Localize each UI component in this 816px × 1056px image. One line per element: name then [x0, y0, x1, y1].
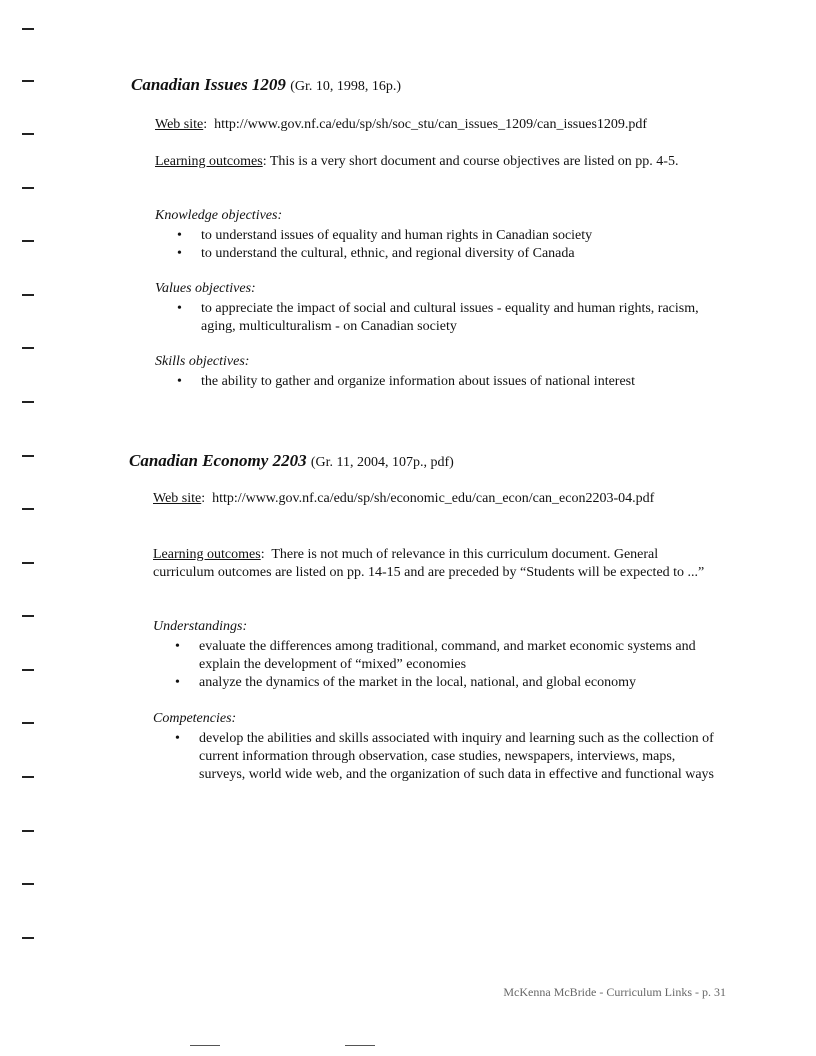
website-line: Web site: http://www.gov.nf.ca/edu/sp/sh/economic_edu/can_econ/can_econ2203-04.pdf — [153, 491, 655, 506]
margin-tick — [22, 401, 34, 403]
objective-group — [153, 710, 718, 784]
margin-tick — [22, 508, 34, 510]
objective-list — [153, 730, 718, 784]
margin-tick — [22, 883, 34, 885]
list-item: • evaluate the differences among traditional, command, and market economic systems and explain the development of “mixed” economies — [199, 638, 718, 674]
objective-list — [155, 227, 720, 263]
margin-tick — [22, 240, 34, 242]
objective-list — [153, 638, 718, 692]
outcomes-text: There is not much of relevance in this curriculum document. General curriculum outcomes are listed on pp. 14-15 and are preceded by “Students will be expected to ...” — [153, 547, 705, 580]
website-label: Web site — [155, 117, 204, 132]
margin-tick — [22, 187, 34, 189]
objective-group — [155, 207, 720, 263]
margin-tick — [22, 615, 34, 617]
margin-tick — [22, 28, 34, 30]
margin-tick — [22, 133, 34, 135]
margin-tick — [22, 830, 34, 832]
list-item: • develop the abilities and skills associated with inquiry and learning such as the collection of current information through observation, case studies, newspapers, interviews, maps, surveys, world wide web, and the organization of such data in effective and functional ways — [199, 730, 718, 784]
scan-artifact-line — [190, 1045, 220, 1046]
outcomes-paragraph: Learning outcomes: This is a very short document and course objectives are listed on pp. 4-5. — [155, 154, 679, 169]
course-meta: (Gr. 11, 2004, 107p., pdf) — [310, 455, 454, 470]
margin-tick — [22, 294, 34, 296]
website-url[interactable]: http://www.gov.nf.ca/edu/sp/sh/economic_edu/can_econ/can_econ2203-04.pdf — [212, 491, 655, 506]
list-item: • to appreciate the impact of social and cultural issues - equality and human rights, racism, aging, multiculturalism - on Canadian society — [201, 300, 720, 336]
list-item: • to understand the cultural, ethnic, and regional diversity of Canada — [201, 245, 720, 263]
section-title — [129, 451, 454, 471]
margin-tick — [22, 937, 34, 939]
outcomes-paragraph: Learning outcomes: There is not much of relevance in this curriculum document. General curriculum outcomes are listed on pp. 14-15 and are preceded by “Students will be expected to ...” — [153, 547, 705, 580]
margin-tick — [22, 776, 34, 778]
margin-tick — [22, 722, 34, 724]
list-item: • the ability to gather and organize information about issues of national interest — [201, 373, 720, 391]
website-url[interactable]: http://www.gov.nf.ca/edu/sp/sh/soc_stu/can_issues_1209/can_issues1209.pdf — [214, 117, 648, 132]
margin-tick — [22, 80, 34, 82]
outcomes-label: Learning outcomes — [155, 154, 263, 169]
group-heading: Values objectives: — [155, 281, 256, 296]
section-title — [131, 75, 401, 95]
objective-group — [155, 280, 720, 336]
page-footer: McKenna McBride - Curriculum Links - p. 31 — [503, 985, 726, 999]
course-meta: (Gr. 10, 1998, 16p.) — [290, 79, 402, 94]
course-name: Canadian Economy 2203 — [129, 451, 307, 470]
margin-tick — [22, 347, 34, 349]
group-heading: Competencies: — [153, 711, 237, 726]
scan-artifact-line — [345, 1045, 375, 1046]
outcomes-text: This is a very short document and course objectives are listed on pp. 4-5. — [269, 154, 679, 169]
margin-tick — [22, 455, 34, 457]
objective-group — [155, 353, 720, 391]
list-item: • analyze the dynamics of the market in the local, national, and global economy — [199, 674, 718, 692]
objective-list — [155, 300, 720, 336]
group-heading: Understandings: — [153, 619, 248, 634]
list-item: • to understand issues of equality and human rights in Canadian society — [201, 227, 720, 245]
group-heading: Knowledge objectives: — [155, 208, 283, 223]
margin-tick — [22, 669, 34, 671]
objective-list — [155, 373, 720, 391]
outcomes-label: Learning outcomes — [153, 547, 261, 562]
objective-group — [153, 618, 718, 692]
course-name: Canadian Issues 1209 — [131, 75, 286, 94]
margin-tick — [22, 562, 34, 564]
website-label: Web site — [153, 491, 202, 506]
website-line: Web site: http://www.gov.nf.ca/edu/sp/sh/soc_stu/can_issues_1209/can_issues1209.pdf — [155, 117, 648, 132]
group-heading: Skills objectives: — [155, 354, 250, 369]
